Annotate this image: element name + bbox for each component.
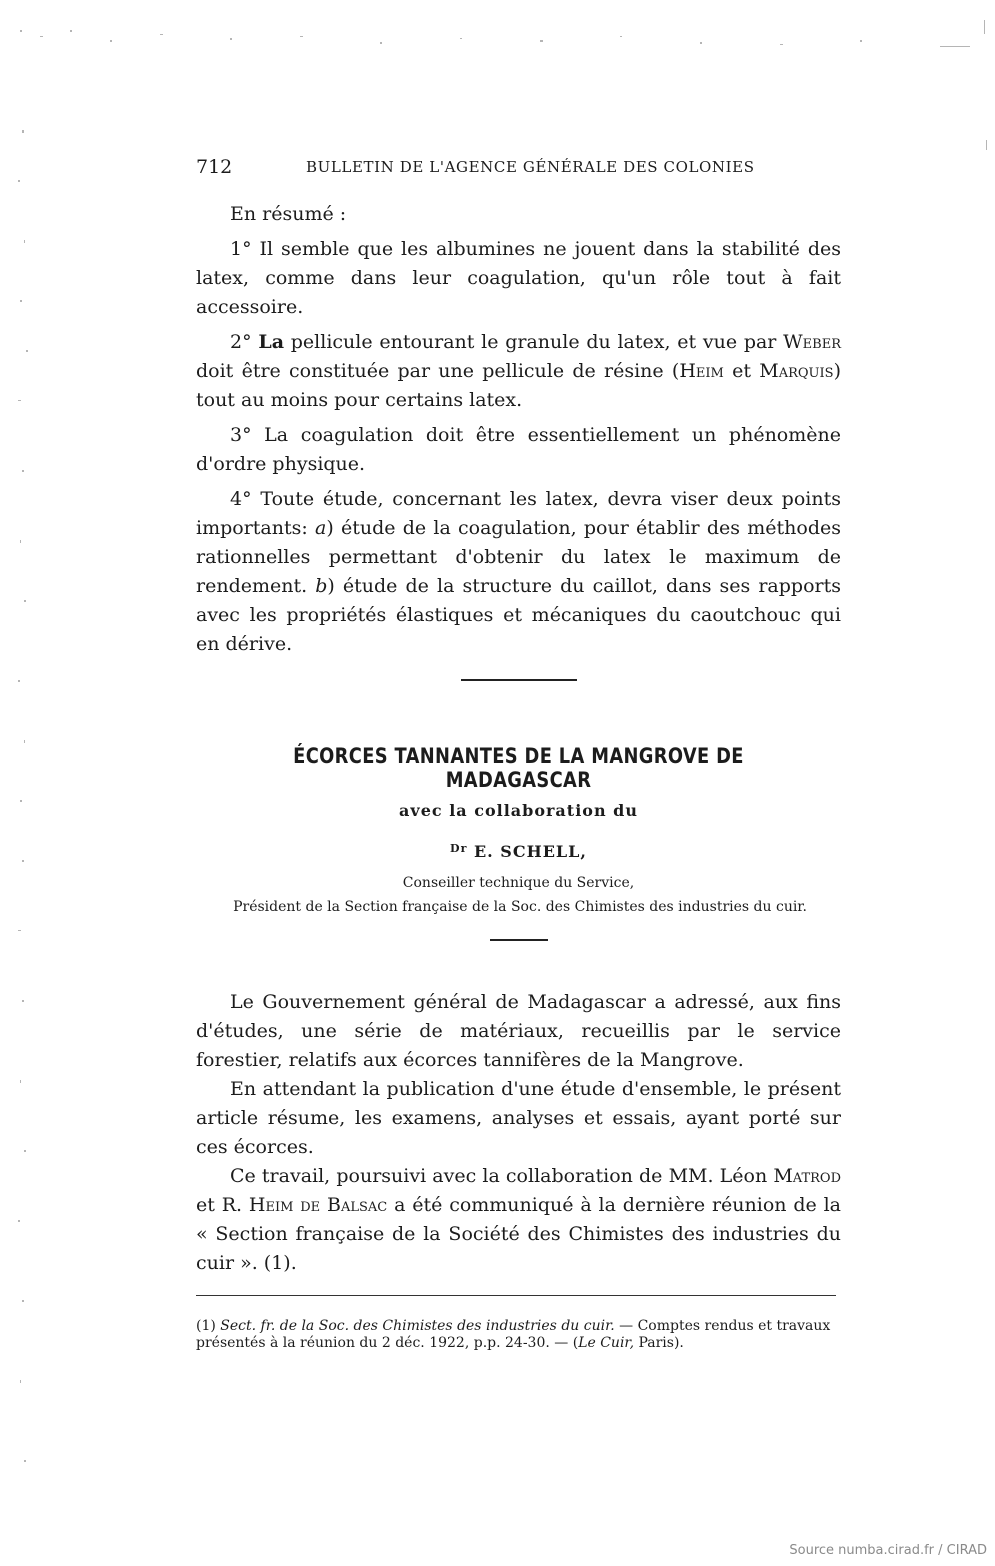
- paragraph-3-text-a: Ce travail, poursuivi avec la collaboration de MM. Léon: [230, 1165, 774, 1187]
- article-paragraph-3: [196, 1162, 841, 1278]
- point-2-number: 2°: [230, 331, 259, 353]
- point-2-and: et: [723, 360, 760, 382]
- title-divider: [490, 939, 548, 941]
- author-name: E. SCHELL,: [467, 842, 587, 861]
- footnote-marker: (1): [196, 1318, 221, 1334]
- point-4-label-a: a: [315, 517, 327, 539]
- author-name-heim: Heim: [679, 360, 724, 382]
- author-name-matrod: Matrod: [773, 1165, 841, 1187]
- section-divider: [461, 679, 577, 681]
- summary-section: [196, 200, 841, 665]
- point-4-text-c: ) étude de la structure du caillot, dans ses rapports avec les propriétés élastiques et mécaniques du caoutchouc qui en dérive.: [196, 575, 841, 655]
- running-title: BULLETIN DE L'AGENCE GÉNÉRALE DES COLONIES: [306, 158, 755, 176]
- footnote-text: — Comptes rendus et travaux présentés à la réunion du 2 déc. 1922, p.p. 24-30. — (: [196, 1318, 831, 1351]
- paragraph-3-text-b: et R.: [196, 1194, 249, 1216]
- article-title: ÉCORCES TANNANTES DE LA MANGROVE DE MADAGASCAR: [293, 744, 744, 792]
- footnote-end: Paris).: [634, 1335, 684, 1351]
- point-2-end: ) tout au moins pour certains latex.: [196, 360, 841, 411]
- summary-point-4: [196, 485, 841, 659]
- collaboration-line: avec la collaboration du: [399, 801, 638, 820]
- point-4-text-b: ) étude de la coagulation, pour établir des méthodes rationnelles permettant d'obtenir du latex le maximum de rendement.: [196, 517, 841, 597]
- summary-point-3: 3° La coagulation doit être essentiellement un phénomène d'ordre physique.: [196, 424, 841, 475]
- article-body: [196, 988, 841, 1278]
- footnote: [196, 1318, 841, 1352]
- page-number: 712: [196, 156, 233, 178]
- author-line: [196, 842, 841, 861]
- point-2-bold-word: La: [258, 331, 285, 353]
- summary-point-1: 1° Il semble que les albumines ne jouent dans la stabilité des latex, comme dans leur coagulation, qu'un rôle tout à fait accessoire.: [196, 238, 841, 318]
- point-4-text-a: 4° Toute étude, concernant les latex, devra viser deux points importants:: [196, 488, 841, 539]
- footnote-reference: Sect. fr. de la Soc. des Chimistes des industries du cuir.: [220, 1318, 615, 1334]
- source-credit: Source numba.cirad.fr / CIRAD: [789, 1543, 987, 1558]
- article-paragraph-1: Le Gouvernement général de Madagascar a adressé, aux fins d'études, une série de matériaux, recueillis par le service forestier, relatifs aux écorces tannifères de la Mangrove.: [196, 991, 841, 1071]
- summary-intro-text: En résumé :: [230, 203, 347, 225]
- author-prefix: Dr: [450, 842, 468, 855]
- point-2-text: pellicule entourant le granule du latex, et vue par: [284, 331, 784, 353]
- footnote-rule: [196, 1295, 836, 1296]
- point-4-label-b: b: [315, 575, 328, 597]
- article-paragraph-2: En attendant la publication d'une étude d'ensemble, le présent article résume, les examens, analyses et essais, ayant porté sur ces écorces.: [196, 1078, 841, 1158]
- author-name-weber: Weber: [783, 331, 841, 353]
- running-header: [196, 156, 836, 180]
- paragraph-3-text-c: a été communiqué à la dernière réunion de la « Section française de la Société des Chimistes des industries du cuir ». (1).: [196, 1194, 841, 1274]
- summary-point-2: [196, 328, 841, 415]
- author-affiliation-2: Président de la Section française de la Soc. des Chimistes des industries du cuir.: [233, 899, 807, 915]
- author-name-marquis: Marquis: [759, 360, 834, 382]
- author-name-heim-de-balsac: Heim de Balsac: [248, 1194, 388, 1216]
- footnote-journal: Le Cuir,: [578, 1335, 635, 1351]
- summary-intro: [196, 200, 841, 229]
- author-affiliation-1: Conseiller technique du Service,: [402, 875, 635, 891]
- point-2-text-2: doit être constituée par une pellicule de résine (: [196, 360, 680, 382]
